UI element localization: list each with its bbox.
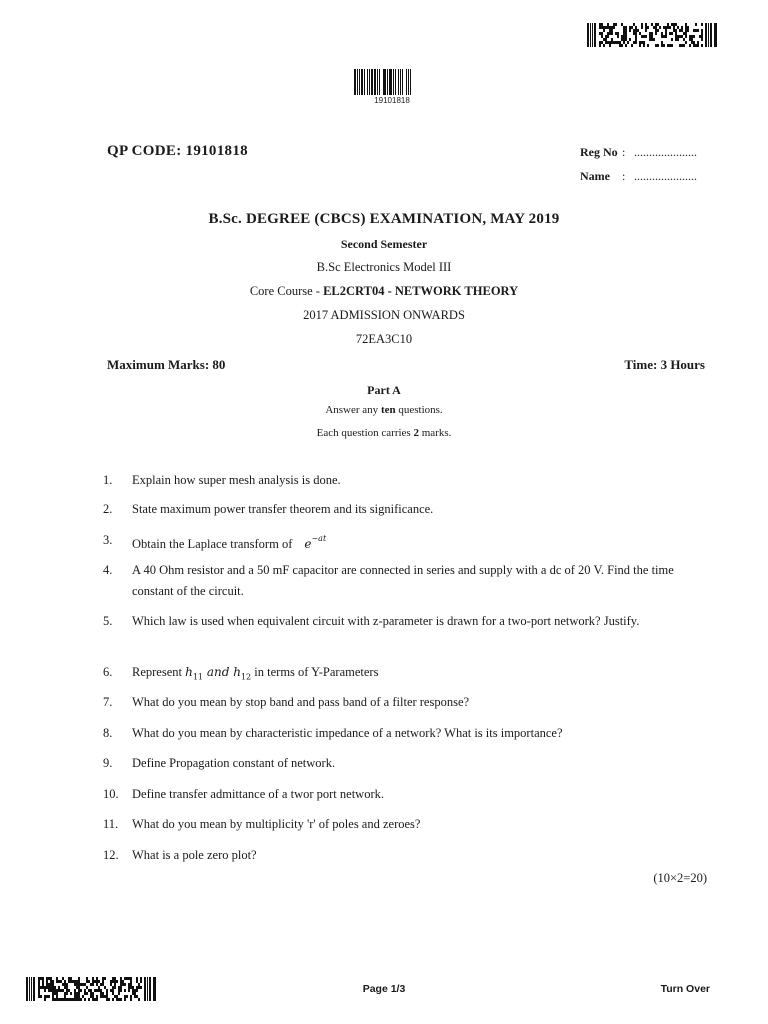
question-text: What do you mean by stop band and pass band of a filter response?: [132, 695, 470, 709]
question-text: State maximum power transfer theorem and its significance.: [132, 502, 434, 516]
question-item: [103, 753, 703, 774]
question-text-prefix: Represent: [132, 665, 186, 679]
question-item: [103, 692, 703, 713]
marks-prefix: Each question carries: [316, 427, 414, 439]
math-expression: [304, 530, 326, 555]
math-expression: [185, 665, 252, 682]
reg-no-label: Reg No: [580, 145, 618, 159]
name-field: [580, 169, 697, 184]
math-and: and: [203, 665, 234, 679]
question-number: 8.: [103, 726, 113, 740]
question-number: 2.: [103, 502, 113, 516]
question-text: Obtain the Laplace transform of: [132, 537, 293, 551]
instruction-bold: ten: [380, 404, 396, 416]
math-sub: 12: [240, 672, 252, 682]
question-number: 11.: [103, 817, 119, 831]
marks-summary: (10×2=20): [653, 871, 707, 885]
name-colon: :: [622, 169, 626, 183]
question-text: Which law is used when equivalent circuit with z-parameter is drawn for a two-port network? Justify.: [132, 614, 640, 628]
qp-barcode: [354, 69, 430, 95]
barcode-number: 19101818: [374, 96, 410, 105]
exam-title: B.Sc. DEGREE (CBCS) EXAMINATION, MAY 2019: [208, 211, 560, 227]
reg-no-value: .....................: [634, 145, 697, 159]
top-right-barcode: [587, 23, 717, 47]
math-h: h: [185, 665, 193, 679]
question-text: What do you mean by multiplicity 'r' of poles and zeroes?: [132, 817, 421, 831]
question-item: [103, 784, 703, 805]
semester: Second Semester: [340, 237, 428, 251]
math-superscript: −at: [311, 534, 327, 543]
name-label: Name: [580, 169, 610, 183]
question-text: Define Propagation constant of network.: [132, 756, 336, 770]
question-text: Explain how super mesh analysis is done.: [132, 473, 341, 487]
question-item: [103, 723, 703, 744]
question-number: 9.: [103, 756, 113, 770]
question-number: 5.: [103, 614, 113, 628]
question-number: 3.: [103, 533, 113, 547]
page-number: Page 1/3: [362, 983, 406, 995]
instruction-suffix: questions.: [395, 404, 443, 416]
question-item: [103, 814, 703, 835]
question-item: [103, 470, 703, 491]
marks-suffix: marks.: [418, 427, 452, 439]
reg-no-field: [580, 145, 697, 160]
course-prefix: Core Course -: [249, 284, 324, 298]
question-item: [103, 662, 703, 687]
question-text-wrapper: [132, 530, 703, 555]
math-h: h: [233, 665, 241, 679]
turn-over-label: Turn Over: [660, 983, 710, 995]
math-base: e: [304, 537, 312, 551]
question-number: 12.: [103, 848, 119, 862]
exam-time: Time: 3 Hours: [624, 357, 705, 372]
question-text: Define transfer admittance of a twor port network.: [132, 787, 384, 801]
programme: B.Sc Electronics Model III: [316, 260, 452, 274]
part-instruction: [0, 404, 768, 416]
course-code-title: EL2CRT04 - NETWORK THEORY: [323, 284, 519, 298]
question-number: 10.: [103, 787, 119, 801]
question-item: [103, 845, 703, 866]
question-text-suffix: in terms of Y-Parameters: [251, 665, 379, 679]
math-sub: 11: [192, 672, 204, 682]
question-number: 6.: [103, 665, 113, 679]
question-number: 4.: [103, 563, 113, 577]
reg-no-colon: :: [622, 145, 626, 159]
instruction-prefix: Answer any: [325, 404, 381, 416]
question-text: What is a pole zero plot?: [132, 848, 257, 862]
name-value: .....................: [634, 169, 697, 183]
part-title: Part A: [367, 383, 401, 397]
course-title: [0, 284, 768, 299]
max-marks: Maximum Marks: 80: [107, 357, 226, 372]
question-item: [103, 560, 703, 602]
question-number: 1.: [103, 473, 113, 487]
question-number: 7.: [103, 695, 113, 709]
question-item: [103, 530, 703, 555]
question-text: A 40 Ohm resistor and a 50 mF capacitor are connected in series and supply with a dc of 20 V. Find the time constant of the circuit.: [132, 563, 674, 598]
question-item: [103, 611, 703, 632]
marks-bold: 2: [413, 427, 419, 439]
qp-code: QP CODE: 19101818: [107, 143, 248, 159]
part-marks-instruction: [0, 427, 768, 439]
question-text-wrapper: [132, 662, 703, 687]
paper-code: 72EA3C10: [355, 332, 413, 346]
question-item: [103, 499, 703, 520]
question-text: What do you mean by characteristic impedance of a network? What is its importance?: [132, 726, 563, 740]
admission: 2017 ADMISSION ONWARDS: [303, 308, 465, 322]
